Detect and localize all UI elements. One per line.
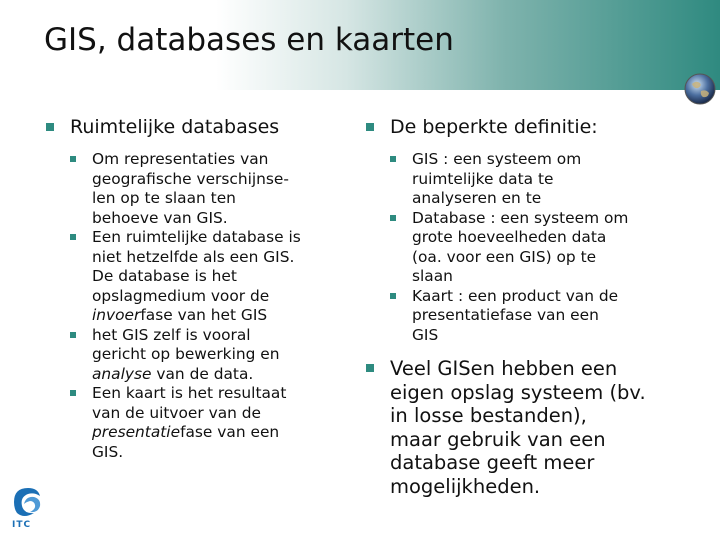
right-sub-list xyxy=(364,150,694,345)
square-bullet-icon xyxy=(366,364,374,372)
list-item: GIS : een systeem om ruimtelijke data te analyseren en te xyxy=(364,150,694,209)
right-column xyxy=(364,116,694,510)
list-item: het GIS zelf is vooral gericht op bewerking en analyse van de data. xyxy=(44,326,344,385)
square-bullet-icon xyxy=(70,390,76,396)
left-heading: Ruimtelijke databases xyxy=(44,116,344,138)
square-bullet-icon xyxy=(70,156,76,162)
list-item: Kaart : een product van de presentatiefase van een GIS xyxy=(364,287,694,346)
left-sub-list xyxy=(44,150,344,462)
slide-title: GIS, databases en kaarten xyxy=(44,22,454,58)
globe-icon xyxy=(683,72,717,106)
list-item: Om representaties van geografische verschijnse- len op te slaan ten behoeve van GIS. xyxy=(44,150,344,228)
list-item: Een ruimtelijke database is niet hetzelfde als een GIS. De database is het opslagmedium voor de invoerfase van het GIS xyxy=(44,228,344,326)
square-bullet-icon xyxy=(46,123,54,131)
italic-word: analyse xyxy=(92,364,152,383)
right-heading-2: Veel GISen hebben een eigen opslag systeem (bv. in losse bestanden), maar gebruik van een database geeft meer mogelijkheden. xyxy=(364,357,694,498)
square-bullet-icon xyxy=(390,293,396,299)
italic-word: invoer xyxy=(92,306,141,324)
right-heading: De beperkte definitie: xyxy=(364,116,694,138)
square-bullet-icon xyxy=(390,215,396,221)
italic-word: presentatie xyxy=(92,423,181,441)
itc-logo-text: ITC xyxy=(12,520,32,530)
square-bullet-icon xyxy=(70,234,76,240)
list-item: Een kaart is het resultaat van de uitvoer van de presentatiefase van een GIS. xyxy=(44,384,344,462)
left-column xyxy=(44,116,344,474)
square-bullet-icon xyxy=(390,156,396,162)
square-bullet-icon xyxy=(70,332,76,338)
square-bullet-icon xyxy=(366,123,374,131)
list-item: Database : een systeem om grote hoeveelheden data (oa. voor een GIS) op te slaan xyxy=(364,209,694,287)
